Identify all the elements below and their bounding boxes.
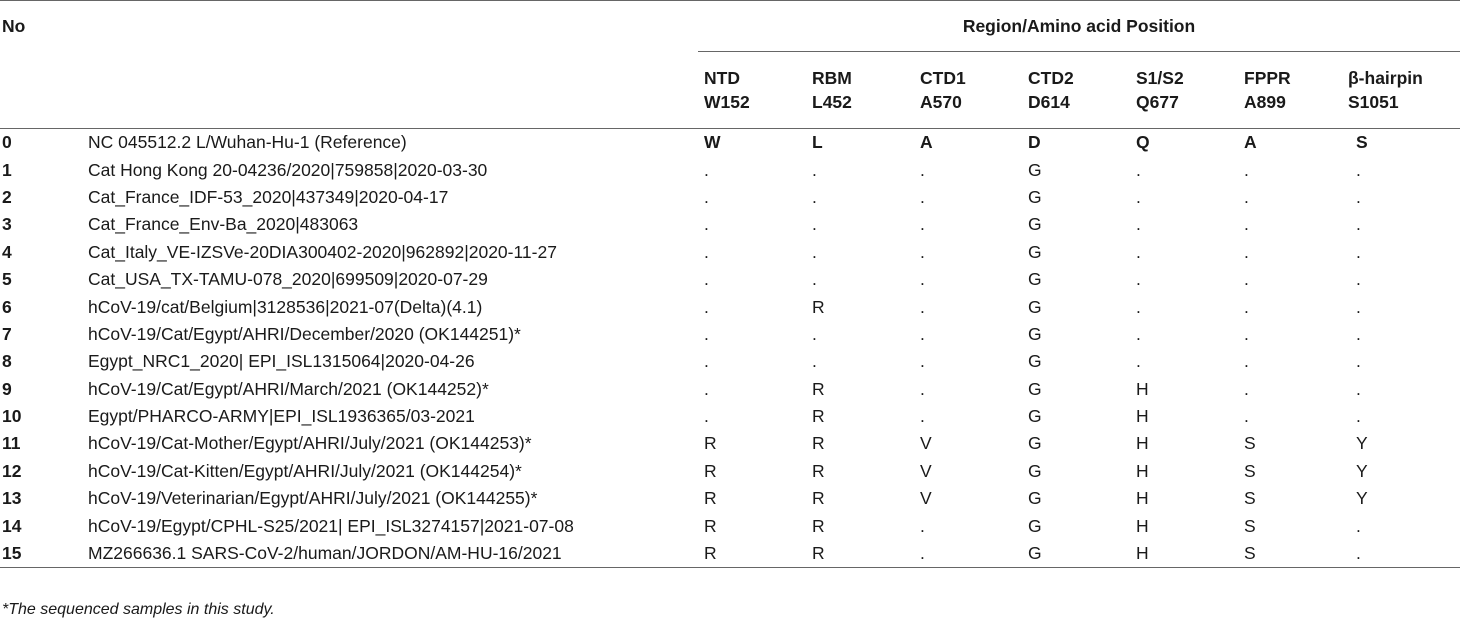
table-row <box>0 184 1460 211</box>
row-number: 14 <box>2 515 22 536</box>
residue-cell: . <box>1136 159 1141 180</box>
residue-cell: . <box>1136 241 1141 262</box>
sample-name: hCoV-19/Veterinarian/Egypt/AHRI/July/2021 (OK144255)* <box>88 488 538 509</box>
sample-name: hCoV-19/Cat-Kitten/Egypt/AHRI/July/2021 (OK144254)* <box>88 460 522 481</box>
residue-cell: . <box>812 159 817 180</box>
row-number: 5 <box>2 269 12 290</box>
region-name: RBM <box>812 68 852 88</box>
residue-cell: G <box>1028 323 1042 344</box>
reference-row <box>0 129 1460 157</box>
amino-acid-site: L452 <box>812 92 852 112</box>
no-header-spacer <box>0 52 88 129</box>
residue-cell: . <box>704 323 709 344</box>
amino-acid-site: A570 <box>920 92 962 112</box>
residue-cell: . <box>920 515 925 536</box>
residue-cell: . <box>1244 269 1249 290</box>
residue-cell: G <box>1028 378 1042 399</box>
position-header <box>1346 52 1460 129</box>
residue-cell: . <box>704 186 709 207</box>
residue-cell: . <box>920 159 925 180</box>
row-number: 10 <box>2 406 22 427</box>
sample-name: hCoV-19/cat/Belgium|3128536|2021-07(Delta)(4.1) <box>88 296 483 317</box>
residue-cell: . <box>1244 351 1249 372</box>
table-row <box>0 156 1460 183</box>
residue-cell: Y <box>1356 488 1368 509</box>
residue-cell: S <box>1244 488 1256 509</box>
table-row <box>0 211 1460 238</box>
residue-cell: H <box>1136 406 1149 427</box>
residue-cell: V <box>920 488 932 509</box>
residue-cell: . <box>1356 269 1361 290</box>
residue-cell: . <box>1244 214 1249 235</box>
position-header <box>1130 52 1238 129</box>
sample-name: Egypt_NRC1_2020| EPI_ISL1315064|2020-04-26 <box>88 351 475 372</box>
residue-cell: S <box>1244 543 1256 564</box>
name-header-spacer <box>88 52 698 129</box>
row-number: 2 <box>2 186 12 207</box>
residue-cell: . <box>812 269 817 290</box>
residue-cell: . <box>1356 378 1361 399</box>
residue-cell: G <box>1028 406 1042 427</box>
residue-cell: L <box>812 132 823 153</box>
table-row <box>0 512 1460 539</box>
row-number: 15 <box>2 543 22 564</box>
residue-cell: G <box>1028 269 1042 290</box>
sample-name: Cat_Italy_VE-IZSVe-20DIA300402-2020|962892|2020-11-27 <box>88 241 557 262</box>
residue-cell: . <box>1244 186 1249 207</box>
residue-cell: . <box>704 159 709 180</box>
residue-cell: . <box>704 214 709 235</box>
residue-cell: . <box>1356 543 1361 564</box>
residue-cell: . <box>1136 186 1141 207</box>
residue-cell: S <box>1244 433 1256 454</box>
residue-cell: . <box>704 296 709 317</box>
amino-acid-site: A899 <box>1244 92 1286 112</box>
sample-name: Cat Hong Kong 20-04236/2020|759858|2020-03-30 <box>88 159 488 180</box>
residue-cell: R <box>704 460 717 481</box>
region-name: β-hairpin <box>1348 68 1423 88</box>
residue-cell: . <box>1136 214 1141 235</box>
residue-cell: . <box>1356 214 1361 235</box>
residue-cell: R <box>812 515 825 536</box>
residue-cell: R <box>704 488 717 509</box>
residue-cell: . <box>1356 241 1361 262</box>
residue-cell: R <box>704 543 717 564</box>
residue-cell: S <box>1356 132 1368 153</box>
residue-cell: . <box>1356 186 1361 207</box>
residue-cell: . <box>920 296 925 317</box>
residue-cell: R <box>812 296 825 317</box>
row-number: 9 <box>2 378 12 399</box>
residue-cell: . <box>812 241 817 262</box>
table-row <box>0 321 1460 348</box>
residue-cell: . <box>704 241 709 262</box>
residue-cell: . <box>920 323 925 344</box>
region-name: S1/S2 <box>1136 68 1184 88</box>
row-number: 3 <box>2 214 12 235</box>
table-row <box>0 376 1460 403</box>
residue-cell: . <box>704 269 709 290</box>
residue-cell: . <box>920 186 925 207</box>
table-row <box>0 266 1460 293</box>
residue-cell: . <box>1136 323 1141 344</box>
table-row <box>0 430 1460 457</box>
residue-cell: . <box>1244 241 1249 262</box>
residue-cell: . <box>1244 406 1249 427</box>
position-header <box>806 52 914 129</box>
residue-cell: R <box>812 406 825 427</box>
table-row <box>0 348 1460 375</box>
residue-cell: . <box>812 186 817 207</box>
residue-cell: V <box>920 433 932 454</box>
residue-cell: . <box>704 351 709 372</box>
residue-cell: G <box>1028 515 1042 536</box>
residue-cell: H <box>1136 433 1149 454</box>
residue-cell: H <box>1136 543 1149 564</box>
residue-cell: A <box>920 132 933 153</box>
residue-cell: G <box>1028 241 1042 262</box>
residue-cell: R <box>812 543 825 564</box>
position-header <box>698 52 806 129</box>
residue-cell: D <box>1028 132 1041 153</box>
residue-cell: G <box>1028 460 1042 481</box>
position-header <box>914 52 1022 129</box>
residue-cell: S <box>1244 515 1256 536</box>
no-header: No <box>2 15 26 36</box>
bottom-rule <box>0 568 1460 569</box>
sample-name: hCoV-19/Egypt/CPHL-S25/2021| EPI_ISL3274157|2021-07-08 <box>88 515 574 536</box>
residue-cell: . <box>1136 296 1141 317</box>
sample-name: MZ266636.1 SARS-CoV-2/human/JORDON/AM-HU-16/2021 <box>88 543 562 564</box>
row-number: 13 <box>2 488 22 509</box>
amino-acid-site: Q677 <box>1136 92 1179 112</box>
sample-name: Cat_USA_TX-TAMU-078_2020|699509|2020-07-29 <box>88 269 488 290</box>
residue-cell: . <box>1356 351 1361 372</box>
row-number: 1 <box>2 159 12 180</box>
residue-cell: . <box>1356 159 1361 180</box>
residue-cell: V <box>920 460 932 481</box>
residue-cell: . <box>920 543 925 564</box>
residue-cell: W <box>704 132 721 153</box>
residue-cell: . <box>1356 406 1361 427</box>
residue-cell: . <box>704 406 709 427</box>
residue-cell: . <box>920 214 925 235</box>
table-row <box>0 458 1460 485</box>
residue-cell: H <box>1136 515 1149 536</box>
residue-cell: G <box>1028 159 1042 180</box>
row-number: 12 <box>2 460 22 481</box>
residue-cell: . <box>1356 515 1361 536</box>
residue-cell: . <box>1136 269 1141 290</box>
residue-cell: R <box>704 515 717 536</box>
region-header: Region/Amino acid Position <box>698 1 1460 52</box>
residue-cell: G <box>1028 433 1042 454</box>
position-header <box>1238 52 1346 129</box>
residue-cell: R <box>812 488 825 509</box>
sample-name: Cat_France_Env-Ba_2020|483063 <box>88 214 359 235</box>
row-number: 8 <box>2 351 12 372</box>
residue-cell: Q <box>1136 132 1150 153</box>
sample-name: Cat_France_IDF-53_2020|437349|2020-04-17 <box>88 186 449 207</box>
position-header <box>1022 52 1130 129</box>
residue-cell: G <box>1028 214 1042 235</box>
row-number: 0 <box>2 132 12 153</box>
residue-cell: . <box>920 378 925 399</box>
amino-acid-site: W152 <box>704 92 750 112</box>
residue-cell: . <box>1244 296 1249 317</box>
header-row-1 <box>0 1 1460 52</box>
row-number: 4 <box>2 241 12 262</box>
residue-cell: G <box>1028 296 1042 317</box>
footnote: *The sequenced samples in this study. <box>2 601 275 618</box>
residue-cell: H <box>1136 460 1149 481</box>
amino-acid-site: S1051 <box>1348 92 1399 112</box>
sample-name: Egypt/PHARCO-ARMY|EPI_ISL1936365/03-2021 <box>88 406 475 427</box>
residue-cell: G <box>1028 186 1042 207</box>
row-number: 11 <box>2 433 21 454</box>
sample-name: hCoV-19/Cat-Mother/Egypt/AHRI/July/2021 (OK144253)* <box>88 433 532 454</box>
residue-cell: G <box>1028 488 1042 509</box>
header-row-2 <box>0 52 1460 129</box>
sample-name: hCoV-19/Cat/Egypt/AHRI/December/2020 (OK144251)* <box>88 323 521 344</box>
residue-cell: . <box>1136 351 1141 372</box>
residue-cell: . <box>1244 378 1249 399</box>
residue-cell: . <box>812 351 817 372</box>
sample-name: hCoV-19/Cat/Egypt/AHRI/March/2021 (OK144252)* <box>88 378 489 399</box>
row-number: 7 <box>2 323 12 344</box>
residue-cell: . <box>920 351 925 372</box>
residue-cell: G <box>1028 351 1042 372</box>
residue-cell: R <box>812 460 825 481</box>
residue-cell: . <box>704 378 709 399</box>
table-row <box>0 239 1460 266</box>
residue-cell: S <box>1244 460 1256 481</box>
table-row <box>0 485 1460 512</box>
residue-cell: R <box>704 433 717 454</box>
row-number: 6 <box>2 296 12 317</box>
table-row <box>0 540 1460 568</box>
table-row <box>0 293 1460 320</box>
residue-cell: . <box>1244 159 1249 180</box>
residue-cell: . <box>920 269 925 290</box>
region-name: FPPR <box>1244 68 1291 88</box>
region-name: CTD2 <box>1028 68 1074 88</box>
residue-cell: R <box>812 378 825 399</box>
residue-cell: Y <box>1356 433 1368 454</box>
sample-name: NC 045512.2 L/Wuhan-Hu-1 (Reference) <box>88 132 407 153</box>
residue-cell: H <box>1136 488 1149 509</box>
table-row <box>0 403 1460 430</box>
residue-cell: G <box>1028 543 1042 564</box>
residue-cell: . <box>920 241 925 262</box>
residue-cell: . <box>1356 323 1361 344</box>
residue-cell: . <box>812 214 817 235</box>
region-name: CTD1 <box>920 68 966 88</box>
residue-cell: . <box>812 323 817 344</box>
residue-cell: . <box>920 406 925 427</box>
amino-acid-site: D614 <box>1028 92 1070 112</box>
residue-cell: . <box>1356 296 1361 317</box>
name-header-spacer <box>88 1 698 52</box>
region-name: NTD <box>704 68 740 88</box>
residue-cell: A <box>1244 132 1257 153</box>
residue-cell: H <box>1136 378 1149 399</box>
residue-cell: . <box>1244 323 1249 344</box>
residue-cell: R <box>812 433 825 454</box>
residue-cell: Y <box>1356 460 1368 481</box>
